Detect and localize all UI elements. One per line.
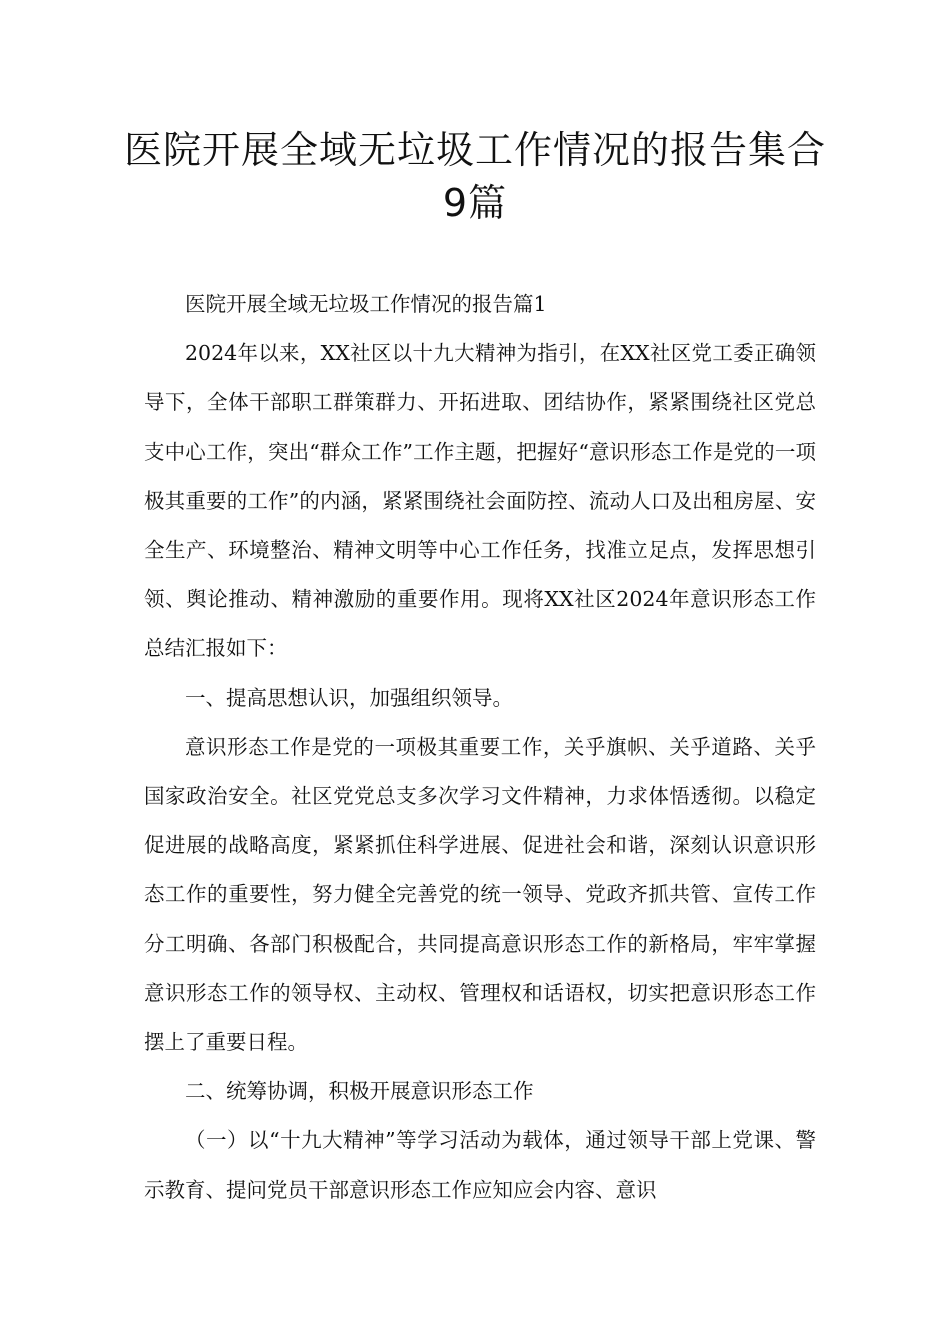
section-heading-report-1: 医院开展全域无垃圾工作情况的报告篇1 — [185, 292, 547, 316]
body-paragraph-two: （一）以“十九大精神”等学习活动为载体，通过领导干部上党课、警示教育、提问党员干部意识形态工作应知应会内容、意识 — [144, 1128, 816, 1202]
document-title: 医院开展全域无垃圾工作情况的报告集合9篇 — [123, 128, 826, 225]
body-paragraph-one: 意识形态工作是党的一项极其重要工作，关乎旗帜、关乎道路、关乎国家政治安全。社区党党总支多次学习文件精神，力求体悟透彻。以稳定促进展的战略高度，紧紧抓住科学进展、促进社会和谐，深刻认识意识形态工作的重要性，努力健全完善党的统一领导、党政齐抓共管、宣传工作分工明确、各部门积极配合，共同提高意识形态工作的新格局，牢牢掌握意识形态工作的领导权、主动权、管理权和话语权，切实把意识形态工作摆上了重要日程。 — [144, 734, 816, 1055]
body-paragraph-intro: 2024年以来，XX社区以十九大精神为指引，在XX社区党工委正确领导下，全体干部职工群策群力、开拓进取、团结协作，紧紧围绕社区党总支中心工作，突出“群众工作”工作主题，把握好“意识形态工作是党的一项极其重要的工作”的内涵，紧紧围绕社会面防控、流动人口及出租房屋、安全生产、环境整治、精神文明等中心工作任务，找准立足点，发挥思想引领、舆论推动、精神激励的重要作用。现将XX社区2024年意识形态工作总结汇报如下： — [144, 341, 816, 661]
section-heading-one: 一、提高思想认识，加强组织领导。 — [185, 685, 513, 710]
section-heading-two: 二、统筹协调，积极开展意识形态工作 — [185, 1079, 534, 1104]
document-body — [144, 280, 816, 1215]
